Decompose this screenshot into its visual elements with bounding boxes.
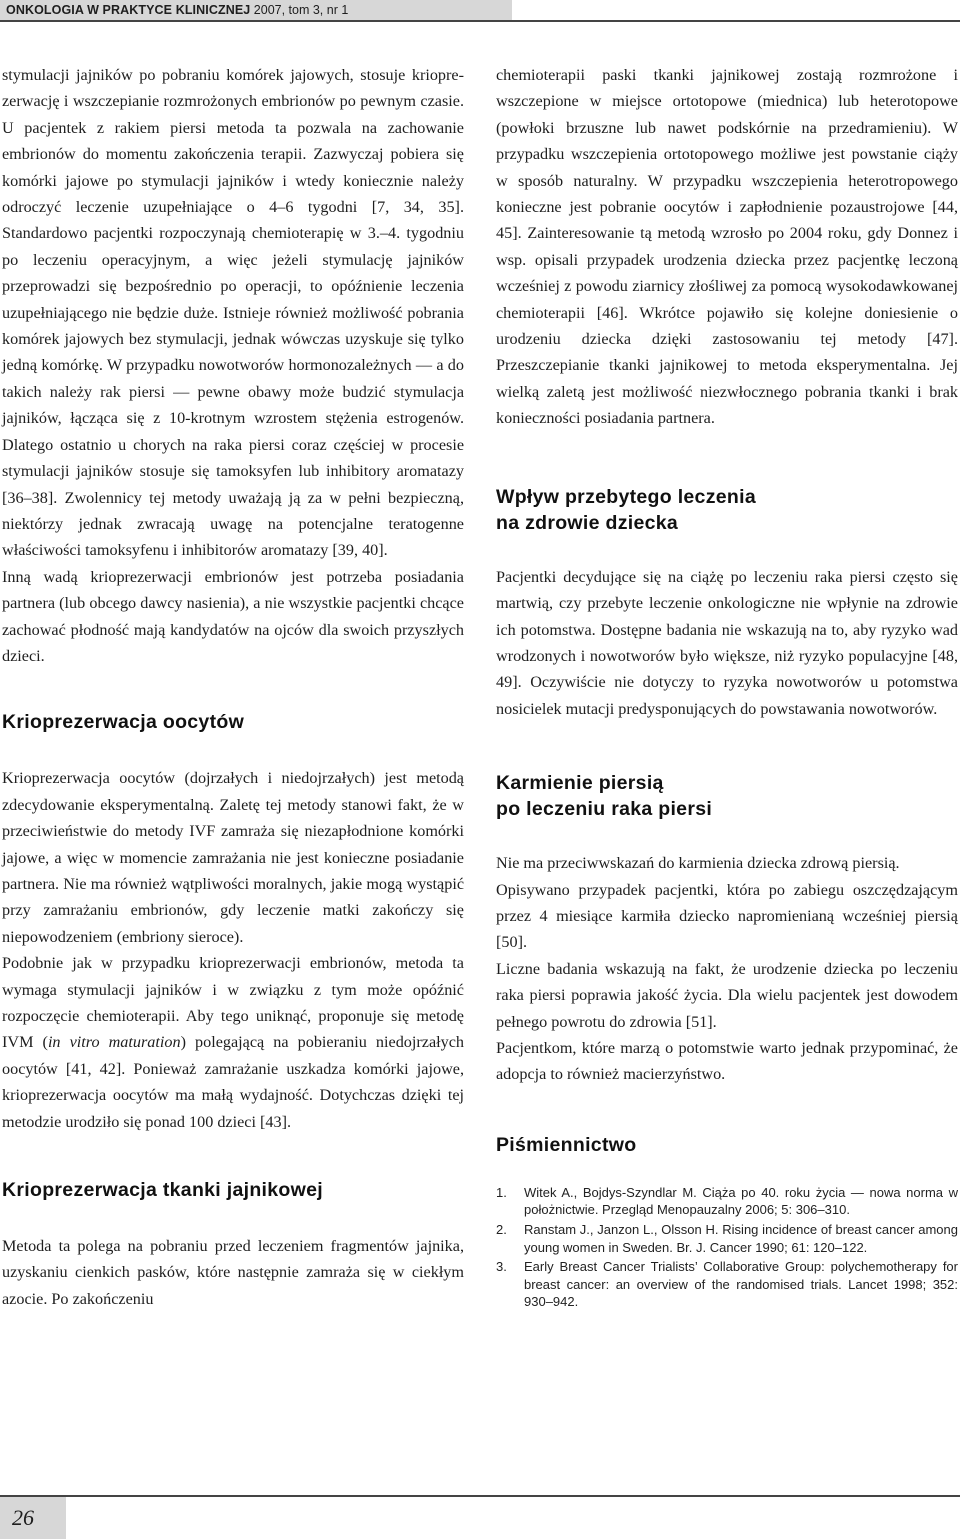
paragraph: stymulacji jajników po pobraniu komórek jajowych, stosuje krioprezerwację i wszczepianie rozmrożonych embrionów po pewnym czasie. U pacjentek z rakiem piersi metoda ta pozwala na zachowanie embrionów do momentu zakończenia terapii. Zazwyczaj pobiera się komórki jajowe po stymulacji jajników i wtedy koniecznie należy odroczyć leczenie uzupełniające o 4–6 tygodni [7, 34, 35]. Standardowo pacjentki rozpoczynają chemioterapię w 3.–4. tygodniu po leczeniu operacyjnym, a więc jeżeli stymulację jajników przeprowadzi się bezpośrednio po operacji, to opóźnienie leczenia uzupełniającego nie będzie duże. Istnieje również możliwość pobrania komórek jajowych bez stymulacji, jednak wówczas uzyskuje się tylko jedną komórkę. W przypadku nowotworów hormonozależnych — a do takich należy rak piersi — pewne obawy może budzić stymulacja jajników, łącząca się z 10-krotnym wzrostem stężenia estrogenów. Dlatego ostatnio u chorych na raka piersi coraz częściej w procesie stymulacji jajników stosuje się tamoksyfen lub inhibitory aromatazy [36–38]. Zwolennicy tej metody uważają ją za w pełni bezpieczną, niektórzy jednak zwracają uwagę na potencjalne teratogenne właściwości tamoksyfenu i inhibitorów aromatazy [39, 40]. (2, 66, 464, 560)
journal-header-tab (0, 0, 512, 20)
paragraph: Metoda ta polega na pobraniu przed leczeniem fragmentów jajnika, uzyskaniu cienkich pasków, które następnie zamraża się w ciekłym azocie. Po zakończeniu (2, 1237, 464, 1308)
italic-term: in vitro maturation (47, 1033, 181, 1052)
header-rule (0, 20, 960, 22)
section-heading (496, 770, 958, 822)
paragraph: Inną wadą krioprezerwacji embrionów jest potrzeba posiadania partnera (lub obcego dawcy nasienia), a nie wszystkie pacjentki chcące zachować płodność mają kandydatów na ojców dla swoich przyszłych dzieci. (2, 567, 464, 665)
right-column (496, 62, 958, 1313)
reference-item (496, 1221, 958, 1256)
reference-text: Ranstam J., Janzon L., Olsson H. Rising incidence of breast cancer among young women in Sweden. Br. J. Cancer 1990; 61: 120–122. (524, 1221, 958, 1255)
section-heading (496, 484, 958, 536)
footer-rule (0, 1495, 960, 1497)
paragraph: chemioterapii paski tkanki jajnikowej zostają rozmrożone i wszczepione w miejsce ortotopowe (miednica) lub heterotopowe (powłoki brzuszne lub nawet podskórnie na przedramieniu). W przypadku wszczepienia ortotopowego możliwe jest powstanie ciąży w sposób naturalny. W przypadku wszczepienia heterotropowego konieczne jest pobranie oocytów i zapłodnienie pozaustrojowe [44, 45]. Zainteresowanie tą metodą wzrosło po 2004 roku, gdy Donnez i wsp. opisali przypadek urodzenia dziecka przez pacjentkę leczoną wcześniej z powodu ziarnicy złośliwej za pomocą wysokodawkowanej chemioterapii [46]. Wkrótce pojawiło się kolejne doniesienie o urodzeniu dziecka dzięki zastosowaniu tej metody [47]. Przeszczepianie tkanki jajnikowej to metoda eksperymentalna. Jej wielką zaletą jest możliwość niezwłocznego pobrania tkanki i brak konieczności posiadania partnera. (496, 66, 958, 428)
reference-text: Early Breast Cancer Trialists’ Collaborative Group: polychemotherapy for breast cancer: an overview of the randomised trials. Lancet 1998; 352: 930–942. (524, 1259, 958, 1310)
paragraph: Pacjentkom, które marzą o potomstwie warto jednak przypominać, że adopcja to również macierzyństwo. (496, 1038, 958, 1084)
reference-number: 3. (496, 1259, 507, 1275)
left-column (2, 62, 464, 1312)
reference-number: 1. (496, 1184, 507, 1200)
heading-line: po leczeniu raka piersi (496, 798, 713, 821)
reference-item (496, 1184, 958, 1219)
section-heading: Krioprezerwacja oocytów (2, 711, 245, 734)
references-heading: Piśmiennictwo (496, 1133, 637, 1156)
paragraph: Nie ma przeciwwskazań do karmienia dziecka zdrową piersią. (496, 854, 900, 873)
section-heading: Krioprezerwacja tkanki jajnikowej (2, 1179, 323, 1202)
paragraph: Opisywano przypadek pacjentki, która po zabiegu oszczędzającym przez 4 miesiące karmiła dziecko napromienianą wcześniej piersią [50]. (496, 880, 958, 952)
reference-list (496, 1184, 958, 1311)
paragraph-text: ) polegającą na pobieraniu niedojrzałych oocytów [41, 42]. Ponieważ zamrażanie uszkadza komórki jajowe, krioprezerwacja oocytów ma małą wydajność. Dotychczas dzięki tej metodzie urodziło się ponad 100 dzieci [43]. (2, 1033, 465, 1131)
paragraph (2, 950, 464, 1135)
reference-number: 2. (496, 1221, 507, 1237)
journal-issue: 2007, tom 3, nr 1 (250, 3, 349, 17)
paragraph: Liczne badania wskazują na fakt, że urodzenie dziecka po leczeniu raka piersi poprawia jakość życia. Dla wielu pacjentek jest dowodem pełnego powrotu do zdrowia [51]. (496, 959, 958, 1031)
reference-item (496, 1258, 958, 1311)
running-header (0, 0, 960, 20)
heading-line: Wpływ przebytego leczenia (496, 485, 756, 508)
heading-line: Karmienie piersią (496, 772, 664, 795)
paragraph: Krioprezerwacja oocytów (dojrzałych i niedojrzałych) jest metodą zdecydowanie eksperymentalną. Zaletę tej metody stanowi fakt, że w przeciwieństwie do metody IVF zamraża się niezapłodnione komórki jajowe, a więc w momencie zamrażania nie jest konieczne posiadanie partnera. Nie ma również wątpliwości moralnych, jakie mogą wystąpić przy zamrażaniu embrionów, gdy leczenie matki zakończy się niepowodzeniem (embriony sieroce). (2, 769, 464, 946)
heading-line: na zdrowie dziecka (496, 511, 679, 534)
page-number: 26 (12, 1505, 34, 1530)
reference-text: Witek A., Bojdys-Szyndlar M. Ciąża po 40. roku życia — nowa norma w położnictwie. Przegląd Menopauzalny 2006; 5: 306–310. (524, 1184, 958, 1218)
journal-name: ONKOLOGIA W PRAKTYCE KLINICZNEJ (6, 3, 251, 17)
paragraph-text: Podobnie jak w przypadku krioprezerwacji embrionów, metoda ta wymaga stymulacji jajników i w związku z tym może opóźnić rozpoczęcie chemioterapii. Aby tego uniknąć, proponuje się metodę IVM ( (2, 954, 464, 1052)
paragraph: Pacjentki decydujące się na ciążę po leczeniu raka piersi często się martwią, czy przebyte leczenie onkologiczne nie wpłynie na zdrowie ich potomstwa. Dostępne badania nie wskazują na to, aby ryzyko wad wrodzonych i nowotworów było większe, niż ryzyko populacyjne [48, 49]. Oczywiście nie dotyczy to ryzyka nowotworów u potomstwa nosicielek mutacji predysponujących do powstawania nowotworów. (496, 567, 958, 718)
